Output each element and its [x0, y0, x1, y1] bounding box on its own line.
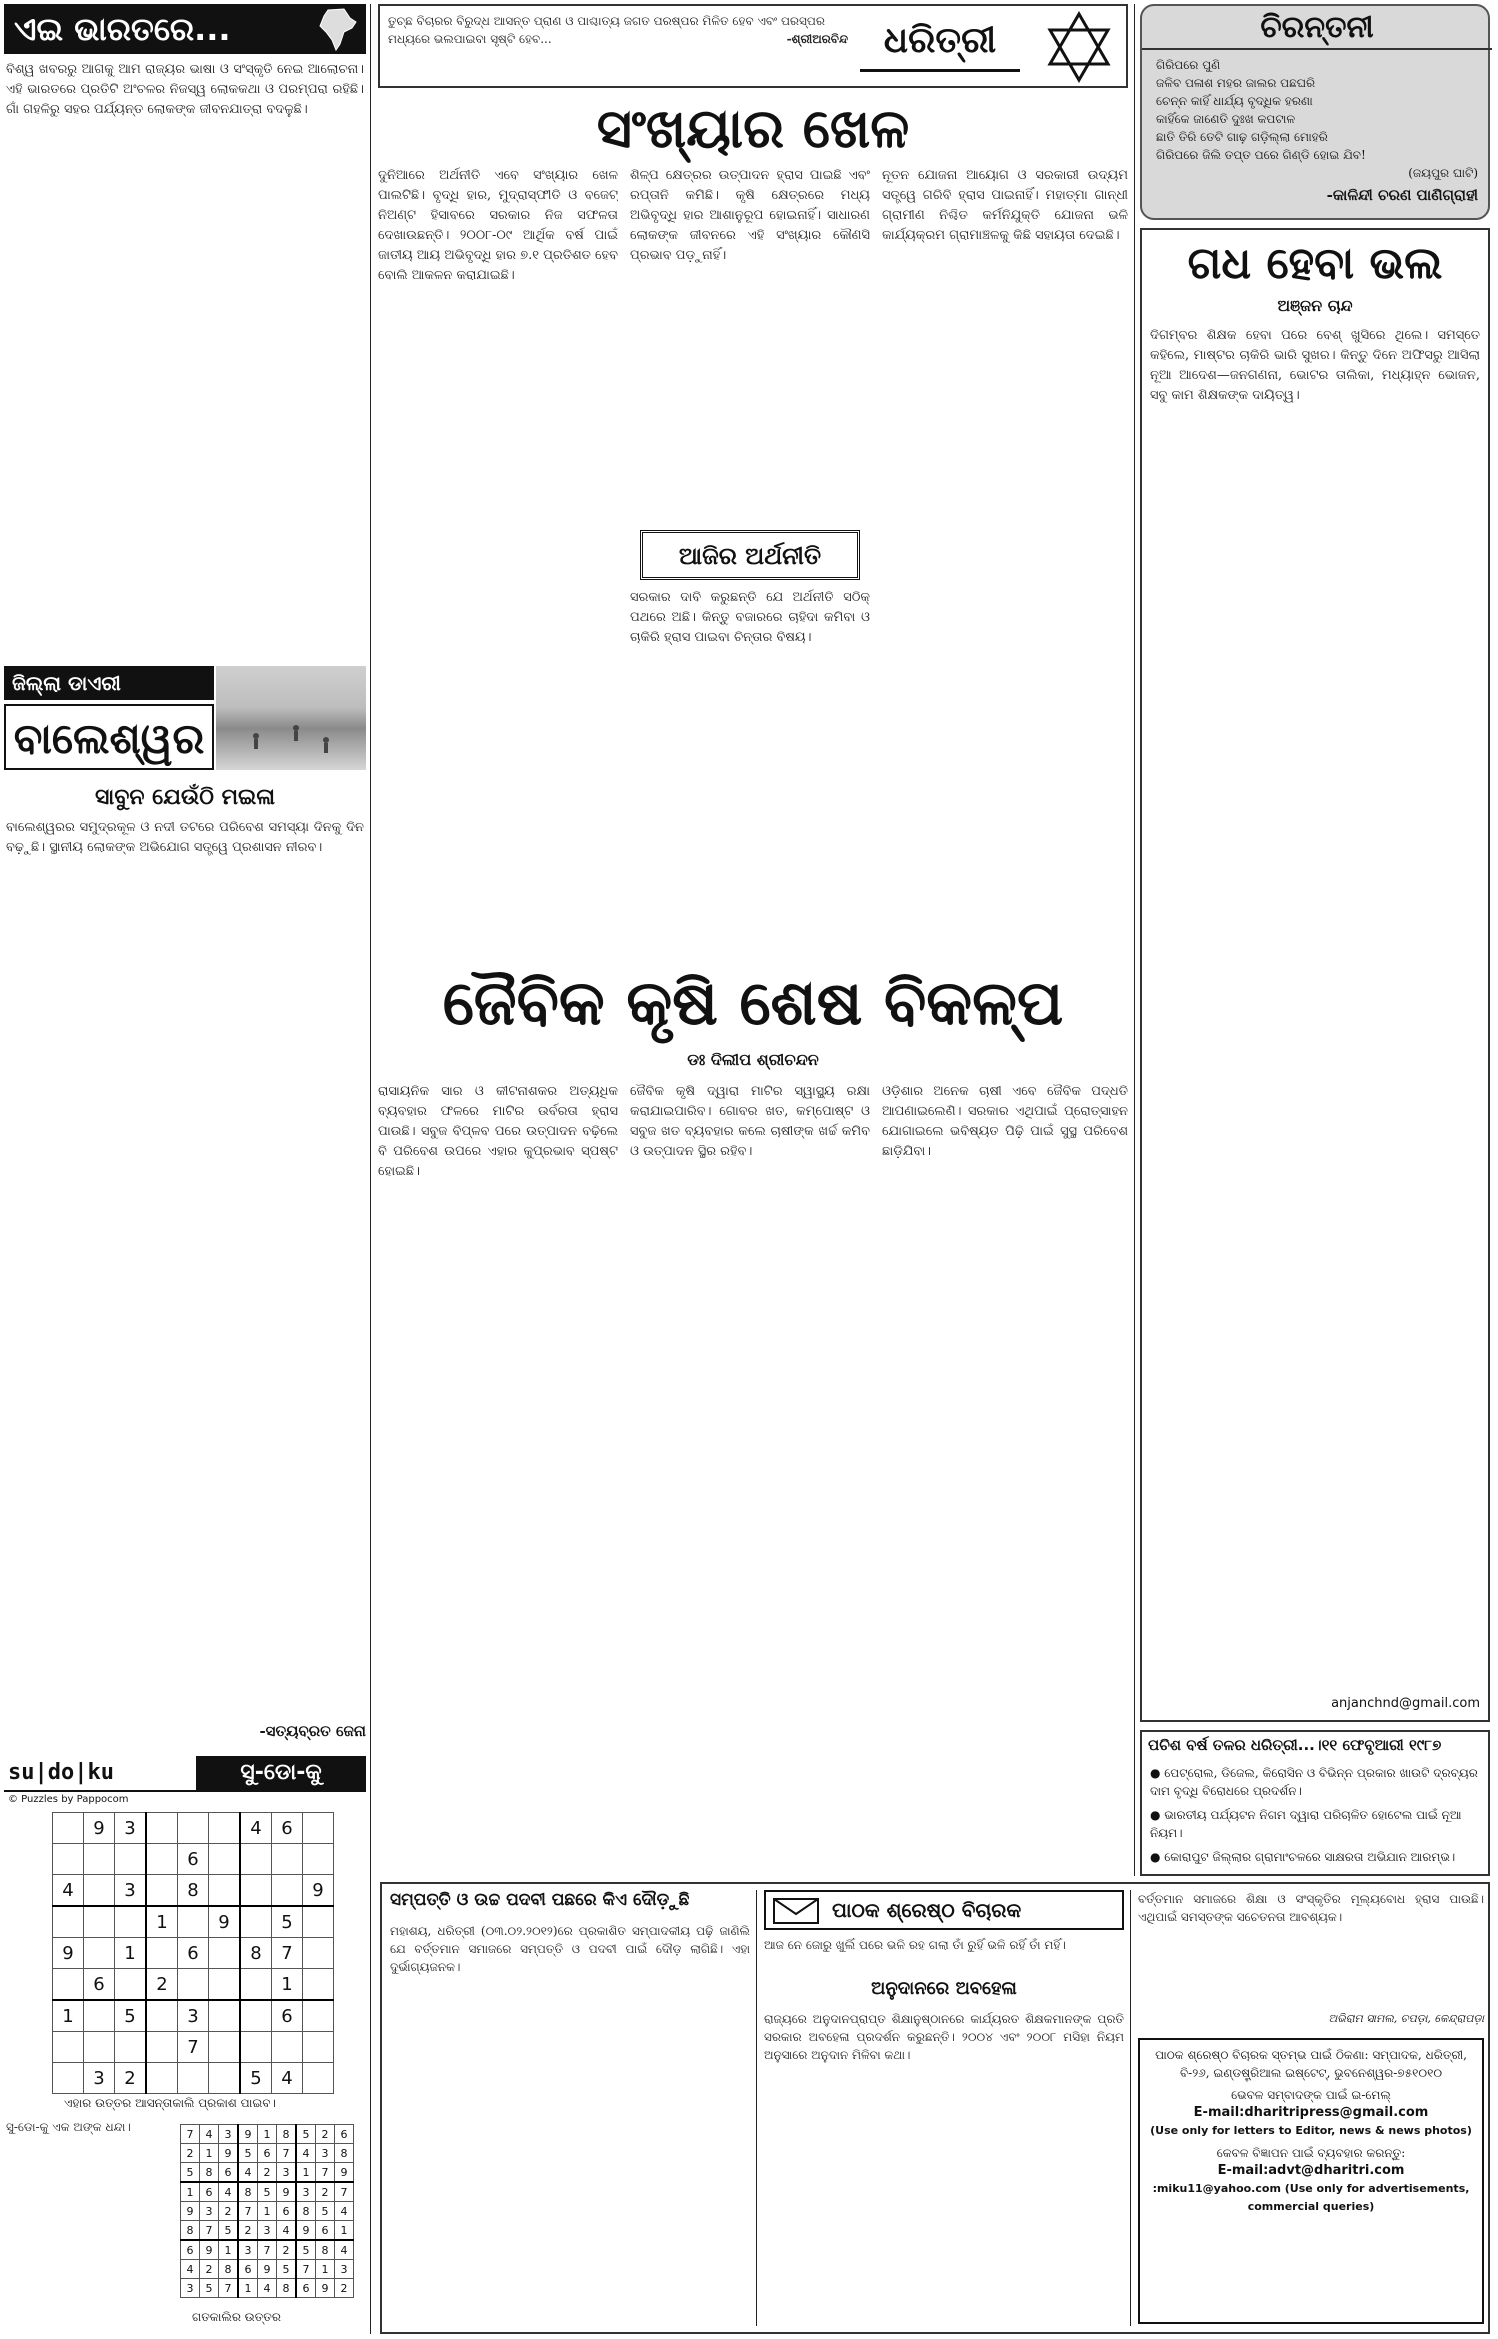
sudoku-cell — [209, 2032, 241, 2063]
sudoku-cell: 5 — [181, 2163, 200, 2183]
sudoku-cell — [53, 1844, 84, 1875]
jaibik-col-1: ରାସାୟନିକ ସାର ଓ କୀଟନାଶକର ଅତ୍ୟଧିକ ବ୍ୟବହାର ଫଳରେ ମାଟିର ଉର୍ବରତା ହ୍ରାସ ପାଉଛି। ସବୁଜ ବିପ୍ଳବ ପରେ ଉତ୍ପାଦନ ବଢ଼ିଲେ ବି ପରିବେଶ ଉପରେ ଏହାର କୁପ୍ରଭାବ ସ୍ପଷ୍ଟ ହୋଇଛି। — [378, 1084, 618, 1179]
sudoku-cell: 5 — [258, 2182, 277, 2202]
email-editor[interactable]: E-mail:dharitripress@gmail.com — [1193, 2105, 1429, 2120]
sudoku-cell — [115, 1844, 147, 1875]
sudoku-answer-grid — [180, 2124, 354, 2298]
pachisha-section — [1140, 1730, 1490, 1876]
sudoku-grid[interactable] — [52, 1812, 334, 2094]
sudoku-cell — [240, 1969, 272, 2001]
sudoku-cell — [303, 2032, 334, 2063]
sudoku-cell — [272, 1875, 303, 1907]
sudoku-title: ସୁ-ଡୋ-କୁ — [196, 1756, 366, 1790]
masthead — [378, 4, 1128, 88]
sudoku-cell — [115, 1906, 147, 1938]
sudoku-cell — [209, 2000, 241, 2032]
pathaka-intro: ଆଜ ନେ ଜୋରୁ ଖୁଲିଁ ପରେ ଭଳି ରହ ଗଲା ତାଁ ରୁହିଁ ଭଳି ରହିଁ ତାଁ ମହିଁ। — [764, 1938, 1066, 1952]
sudoku-cell — [53, 2032, 84, 2063]
pathaka-title: ପାଠକ ଶ୍ରେଷ୍ଠ ବିଚାରକ — [832, 1898, 1022, 1922]
sudoku-cell: 8 — [296, 2202, 316, 2221]
contact-intro: ବର୍ତ୍ତମାନ ସମାଜରେ ଶିକ୍ଷା ଓ ସଂସ୍କୃତିର ମୂଲ୍ୟବୋଧ ହ୍ରାସ ପାଉଛି। ଏଥିପାଇଁ ସମସ୍ତଙ୍କ ସଚେତନତା ଆବଶ୍ୟକ। — [1138, 1892, 1484, 1924]
sudoku-cell: 1 — [115, 1938, 147, 1969]
sudoku-cell — [303, 2063, 334, 2094]
gadha-story — [1140, 228, 1490, 1722]
sudoku-cell — [53, 1813, 84, 1844]
sudoku-cell: 4 — [238, 2163, 258, 2183]
sudoku-cell: 7 — [277, 2144, 297, 2163]
sudoku-cell: 6 — [258, 2144, 277, 2163]
sudoku-header — [4, 1756, 366, 1792]
beach-photo — [216, 666, 366, 770]
sudoku-cell: 9 — [200, 2240, 219, 2260]
letters-section — [380, 1882, 1490, 2334]
sudoku-cell — [209, 1938, 241, 1969]
sudoku-cell: 5 — [296, 2240, 316, 2260]
chirantani-poem: ଗିରିପରେ ପୁଣି ଜଳିବ ପଳାଶ ମହର ଜାଲର ପଛଘରି ଚେନ୍ନ କାହିଁ ଧାର୍ଯ୍ୟ ବୃଦ୍ଧିକ ହରଣା କାହିଁକେ ଜାଣେତି ଦୁଃଖ କପଟାଳ ଛାତି ତିରି ତେଟି ଗାଢ଼ ଗଡ଼ିଲ୍ଲା ମୋହରି ଗିରିପରେ ଜିଲି ତପ୍ତ ପରେ ଗିଣ୍ଡି ହୋଇ ଯିବ! — [1156, 58, 1366, 162]
sudoku-cell: 7 — [181, 2125, 200, 2144]
sudoku-cell: 3 — [115, 1813, 147, 1844]
pachisha-item: ● ପେଟ୍ରୋଲ, ଡିଜେଲ, କିରୋସିନ ଓ ବିଭିନ୍ନ ପ୍ରକାର ଖାଉଟି ଦ୍ରବ୍ୟର ଦାମ ବୃଦ୍ଧି ବିରୋଧରେ ପ୍ରଦର୍ଶନ। — [1150, 1764, 1484, 1800]
sudoku-cell — [84, 1906, 115, 1938]
contact-address: ପାଠକ ଶ୍ରେଷ୍ଠ ବିଚାରକ ସ୍ତମ୍ଭ ପାଇଁ ଠିକଣା: ସମ୍ପାଦକ, ଧରିତ୍ରୀ, ବି-୨୬, ଇଣ୍ଡଷ୍ଟ୍ରିଆଲ ଇଷ୍ଟେଟ୍, ଭୁବନେଶ୍ୱର-୭୫୧୦୧୦ — [1155, 2048, 1467, 2080]
sudoku-cell: 5 — [272, 1906, 303, 1938]
main-story — [378, 96, 1128, 952]
sudoku-cell: 1 — [146, 1906, 178, 1938]
district-name: ବାଲେଶ୍ୱର — [4, 704, 214, 770]
sudoku-cell — [84, 2000, 115, 2032]
sudoku-cell — [146, 1813, 178, 1844]
sudoku-cell: 1 — [238, 2279, 258, 2298]
sudoku-section — [4, 1756, 366, 2336]
sudoku-cell: 2 — [316, 2125, 335, 2144]
sudoku-cell: 7 — [335, 2182, 354, 2202]
sudoku-cell: 5 — [238, 2144, 258, 2163]
sudoku-cell — [303, 1938, 334, 1969]
sudoku-cell: 4 — [277, 2221, 297, 2241]
email-label: ଭେବଳ ସମ୍ବାଦଙ୍କ ପାଇଁ ଇ-ମେଲ୍ — [1231, 2088, 1391, 2102]
sudoku-cell — [84, 1875, 115, 1907]
sudoku-cell: 3 — [277, 2163, 297, 2183]
chirantani-author: -କାଳିନ୍ଦୀ ଚରଣ ପାଣିଗ୍ରାହୀ — [1326, 186, 1478, 204]
sudoku-cell: 2 — [219, 2202, 239, 2221]
sudoku-cell — [178, 2063, 209, 2094]
sudoku-cell — [209, 1969, 241, 2001]
contact-signer: ଅଭିରାମ ସାମଲ, ଚପଡ଼ା, କେନ୍ଦ୍ରାପଡ଼ା — [1328, 2012, 1484, 2025]
sudoku-cell: 1 — [181, 2182, 200, 2202]
sudoku-cell: 1 — [258, 2125, 277, 2144]
answer-caption: ଗତକାଲିର ଉତ୍ତର — [192, 2310, 281, 2324]
sudoku-cell: 4 — [272, 2063, 303, 2094]
sudoku-cell: 1 — [219, 2240, 239, 2260]
sudoku-cell: 6 — [296, 2279, 316, 2298]
sudoku-cell — [178, 1969, 209, 2001]
sudoku-cell: 2 — [335, 2279, 354, 2298]
ad-label: କେବଳ ବିଜ୍ଞାପନ ପାଇଁ ବ୍ୟବହାର କରନ୍ତୁ: — [1216, 2146, 1406, 2160]
sudoku-cell: 3 — [296, 2182, 316, 2202]
sudoku-cell: 2 — [258, 2163, 277, 2183]
sudoku-cell: 5 — [200, 2279, 219, 2298]
pathaka-subtitle: ଅନୁଦାନରେ ଅବହେଳା — [871, 1978, 1017, 1999]
economy-box: ଆଜିର ଅର୍ଥନୀତି — [640, 530, 860, 580]
star-logo-icon — [1044, 10, 1114, 84]
sudoku-cell — [303, 1969, 334, 2001]
sudoku-cell — [53, 1906, 84, 1938]
sudoku-cell: 3 — [335, 2260, 354, 2279]
sudoku-cell: 7 — [258, 2240, 277, 2260]
sudoku-cell — [115, 1969, 147, 2001]
sudoku-cell: 5 — [316, 2202, 335, 2221]
sudoku-cell: 8 — [240, 1938, 272, 1969]
sudoku-cell: 9 — [84, 1813, 115, 1844]
pachisha-list — [1150, 1764, 1484, 1872]
sudoku-cell: 6 — [238, 2260, 258, 2279]
sudoku-cell: 5 — [277, 2260, 297, 2279]
sampatti-title: ସମ୍ପତ୍ତି ଓ ଉଚ୍ଚ ପଦବୀ ପଛରେ କିଏ ଦୌଡ଼ୁଛି — [390, 1890, 690, 1910]
sudoku-cell: 8 — [178, 1875, 209, 1907]
sudoku-cell — [272, 1844, 303, 1875]
sudoku-cell: 1 — [53, 2000, 84, 2032]
sudoku-caption: ଏହାର ଉତ୍ତର ଆସନ୍ତାକାଲି ପ୍ରକାଶ ପାଇବ। — [64, 2096, 276, 2110]
section-title-bar — [4, 4, 366, 54]
story-body: ବାଲେଶ୍ୱରର ସମୁଦ୍ରକୂଳ ଓ ନଦୀ ତଟରେ ପରିବେଶ ସମସ୍ୟା ଦିନକୁ ଦିନ ବଢ଼ୁଛି। ସ୍ଥାନୀୟ ଲୋକଙ୍କ ଅଭିଯୋଗ ସତ୍ତ୍ୱେ ପ୍ରଶାସନ ନୀରବ। — [6, 820, 364, 855]
sudoku-cell: 6 — [335, 2125, 354, 2144]
sudoku-cell: 3 — [181, 2279, 200, 2298]
district-label: ଜିଲ୍ଲା ଡାଏରୀ — [4, 666, 214, 700]
pathaka-body: ରାଜ୍ୟରେ ଅନୁଦାନପ୍ରାପ୍ତ ଶିକ୍ଷାନୁଷ୍ଠାନରେ କାର୍ଯ୍ୟରତ ଶିକ୍ଷକମାନଙ୍କ ପ୍ରତି ସରକାର ଅବହେଳା ପ୍ରଦର୍ଶନ କରୁଛନ୍ତି। ୨୦୦୪ ଏବଂ ୨୦୦୮ ମସିହା ନିୟମ ଅନୁସାରେ ଅନୁଦାନ ମିଳିବା କଥା। — [764, 2012, 1124, 2062]
pathaka-letter — [764, 1890, 1124, 2326]
sudoku-cell — [303, 1844, 334, 1875]
jaibik-story — [378, 960, 1128, 1874]
sudoku-cell: 3 — [115, 1875, 147, 1907]
sudoku-cell: 9 — [296, 2221, 316, 2241]
sudoku-cell: 7 — [238, 2202, 258, 2221]
chirantani-title: ଚିରନ୍ତନୀ — [1142, 10, 1492, 50]
sudoku-cell: 7 — [219, 2279, 239, 2298]
sudoku-cell — [209, 1813, 241, 1844]
sudoku-cell: 2 — [238, 2221, 258, 2241]
sudoku-cell — [146, 2032, 178, 2063]
sampatti-letter — [390, 1890, 750, 2326]
sudoku-cell: 4 — [240, 1813, 272, 1844]
sudoku-cell: 6 — [178, 1938, 209, 1969]
jaibik-author: ଡଃ ଦିଲୀପ ଶ୍ରୀଚନ୍ଦନ — [687, 1050, 819, 1069]
sudoku-cell: 7 — [272, 1938, 303, 1969]
sudoku-cell: 8 — [219, 2260, 239, 2279]
story-author: -ସତ୍ୟବ୍ରତ ଜେନା — [259, 1722, 366, 1740]
sudoku-cell: 1 — [296, 2163, 316, 2183]
sudoku-cell: 6 — [272, 2000, 303, 2032]
sampatti-body: ମହାଶୟ, ଧରିତ୍ରୀ (୦୩.୦୨.୨୦୧୨)ରେ ପ୍ରକାଶିତ ସମ୍ପାଦକୀୟ ପଢ଼ି ଜାଣିଲି ଯେ ବର୍ତ୍ତମାନ ସମାଜରେ ସମ୍ପତ୍ତି ଓ ପଦବୀ ପାଇଁ ଦୌଡ଼ ଲାଗିଛି। ଏହା ଦୁର୍ଭାଗ୍ୟଜନକ। — [390, 1924, 750, 1974]
contact-box — [1138, 2038, 1484, 2324]
sudoku-cell: 8 — [335, 2144, 354, 2163]
sudoku-cell: 5 — [115, 2000, 147, 2032]
sudoku-cell: 2 — [277, 2240, 297, 2260]
sudoku-rules: ସୁ-ଡୋ-କୁ ଏକ ଅଙ୍କ ଧନ୍ଦା। — [6, 2120, 131, 2134]
sudoku-cell: 8 — [238, 2182, 258, 2202]
sudoku-cell: 8 — [316, 2240, 335, 2260]
gadha-body: ଦିଗମ୍ବର ଶିକ୍ଷକ ହେବା ପରେ ବେଶ୍ ଖୁସିରେ ଥିଲେ। ସମସ୍ତେ କହିଲେ, ମାଷ୍ଟର ଚାକିରି ଭାରି ସୁଖର। କିନ୍ତୁ ଦିନେ ଅଫିସରୁ ଆସିଲା ନୂଆ ଆଦେଶ—ଜନଗଣନା, ଭୋଟର ତାଲିକା, ମଧ୍ୟାହ୍ନ ଭୋଜନ, ସବୁ କାମ ଶିକ୍ଷକଙ୍କ ଦାୟିତ୍ୱ। — [1150, 328, 1480, 403]
sudoku-cell — [84, 2032, 115, 2063]
sudoku-cell: 9 — [219, 2144, 239, 2163]
sudoku-cell: 2 — [115, 2063, 147, 2094]
sudoku-cell: 3 — [219, 2125, 239, 2144]
sudoku-cell: 5 — [296, 2125, 316, 2144]
sudoku-cell: 4 — [258, 2279, 277, 2298]
sudoku-cell: 6 — [219, 2163, 239, 2183]
sudoku-cell: 1 — [316, 2260, 335, 2279]
jaibik-col-2: ଜୈବିକ କୃଷି ଦ୍ୱାରା ମାଟିର ସ୍ୱାସ୍ଥ୍ୟ ରକ୍ଷା କରାଯାଇପାରିବ। ଗୋବର ଖତ, କମ୍ପୋଷ୍ଟ ଓ ସବୁଜ ଖତ ବ୍ୟବହାର କଲେ ଚାଷୀଙ୍କ ଖର୍ଚ୍ଚ କମିବ ଓ ଉତ୍ପାଦନ ସ୍ଥିର ରହିବ। — [630, 1084, 870, 1159]
main-col-1: ଦୁନିଆରେ ଅର୍ଥନୀତି ଏବେ ସଂଖ୍ୟାର ଖେଳ ପାଲଟିଛି। ବୃଦ୍ଧି ହାର, ମୁଦ୍ରାସ୍ଫୀତି ଓ ବଜେଟ୍ ନିଅଣ୍ଟ ହିସାବରେ ସରକାର ନିଜ ସଫଳତା ଦେଖାଉଛନ୍ତି। ୨୦୦୮-୦୯ ଆର୍ଥିକ ବର୍ଷ ପାଇଁ ଜାତୀୟ ଆୟ ଅଭିବୃଦ୍ଧି ହାର ୭.୧ ପ୍ରତିଶତ ହେବ ବୋଲି ଆକଳନ କରାଯାଇଛି। — [378, 168, 618, 283]
sudoku-cell: 3 — [238, 2240, 258, 2260]
sudoku-cell: 4 — [335, 2202, 354, 2221]
sudoku-cell — [178, 1813, 209, 1844]
gadha-title: ଗଧ ହେବା ଭଲ — [1187, 238, 1443, 289]
sudoku-cell: 1 — [258, 2202, 277, 2221]
sudoku-cell: 9 — [335, 2163, 354, 2183]
pachisha-item: ● ଭାରତୀୟ ପର୍ଯ୍ୟଟନ ନିଗମ ଦ୍ୱାରା ପରିଚାଳିତ ହୋଟେଲ ପାଇଁ ନୂଆ ନିୟମ। — [1150, 1806, 1484, 1842]
sudoku-cell — [209, 1844, 241, 1875]
contact-block — [1138, 1890, 1484, 2326]
pachisha-title: ପଚିଶ ବର୍ଷ ତଳର ଧରିତ୍ରୀ...।୧୧ ଫେବୃଆରୀ ୧୯୮୭ — [1148, 1736, 1442, 1754]
pachisha-item: ● କୋରାପୁଟ ଜିଲ୍ଲାର ଗ୍ରାମାଂଚଳରେ ସାକ୍ଷରତା ଅଭିଯାନ ଆରମ୍ଭ। — [1150, 1848, 1484, 1866]
sudoku-cell: 5 — [219, 2221, 239, 2241]
quote-author: -ଶ୍ରୀଅରବିନ୍ଦ — [786, 32, 848, 46]
sudoku-cell: 9 — [238, 2125, 258, 2144]
sudoku-cell: 4 — [219, 2182, 239, 2202]
sudoku-cell — [303, 1813, 334, 1844]
sudoku-cell: 4 — [53, 1875, 84, 1907]
sudoku-cell: 1 — [272, 1969, 303, 2001]
sudoku-cell — [146, 1844, 178, 1875]
masthead-quote: ତୁଚ୍ଛ ବିଚାରର ବିରୁଦ୍ଧ ଆସନ୍ତ ପ୍ରାଣ ଓ ପାଶ୍ଚାତ୍ୟ ଜଗତ ପରଷ୍ପର ମିଳିତ ହେବ ଏବଂ ପରସ୍ପର ମଧ୍ୟରେ ଭଲପାଇବା ସୃଷ୍ଟି ହେବ... -ଶ୍ରୀଅରବିନ୍ଦ — [388, 14, 848, 46]
sudoku-cell: 6 — [200, 2182, 219, 2202]
sudoku-cell — [209, 1875, 241, 1907]
sudoku-cell — [84, 1844, 115, 1875]
chirantani-sub: (ଜୟପୁର ଘାଟି) — [1408, 166, 1478, 180]
sudoku-cell: 6 — [277, 2202, 297, 2221]
sudoku-cell — [115, 2032, 147, 2063]
sudoku-cell: 2 — [200, 2260, 219, 2279]
sudoku-cell: 3 — [200, 2202, 219, 2221]
jaibik-title: ଜୈବିକ କୃଷି ଶେଷ ବିକଳ୍ପ — [442, 966, 1064, 1039]
chirantani-box — [1140, 4, 1490, 220]
gadha-email[interactable]: anjanchnd@gmail.com — [1331, 1696, 1480, 1711]
sudoku-cell: 3 — [84, 2063, 115, 2094]
sudoku-cell: 4 — [296, 2144, 316, 2163]
sudoku-cell: 3 — [178, 2000, 209, 2032]
sudoku-cell: 9 — [53, 1938, 84, 1969]
sudoku-cell — [303, 1906, 334, 1938]
sudoku-cell — [178, 1906, 209, 1938]
sudoku-cell: 7 — [316, 2163, 335, 2183]
gadha-author: ଅଞ୍ଜନ ଚାନ୍ଦ — [1277, 296, 1353, 315]
left-column — [4, 4, 366, 1750]
email-editor-note: (Use only for letters to Editor, news & news photos) — [1150, 2124, 1472, 2137]
sudoku-cell — [53, 2063, 84, 2094]
email-advt-alt[interactable]: :miku11@yahoo.com (Use only for advertisements, commercial queries) — [1152, 2182, 1470, 2213]
sudoku-cell: 7 — [200, 2221, 219, 2241]
paper-name: ଧରିତ୍ରୀ — [860, 20, 1020, 72]
sudoku-brand: su|do|ku — [8, 1760, 114, 1785]
sudoku-cell: 8 — [181, 2221, 200, 2241]
left-body: ବିଶ୍ୱ ଖବରରୁ ଆଗକୁ ଆମ ରାଜ୍ୟର ଭାଷା ଓ ସଂସ୍କୃତି ନେଇ ଆଲୋଚନା। ଏହି ଭାରତରେ ପ୍ରତିଟି ଅଂଚଳର ନିଜସ୍ୱ ଲୋକକଥା ଓ ପରମ୍ପରା ରହିଛି। ଗାଁ ଗହଳିରୁ ସହର ପର୍ଯ୍ୟନ୍ତ ଲୋକଙ୍କ ଜୀବନଯାତ୍ରା ବଦଳୁଛି। — [6, 62, 364, 117]
main-col-2: ଶିଳ୍ପ କ୍ଷେତ୍ରର ଉତ୍ପାଦନ ହ୍ରାସ ପାଇଛି ଏବଂ ରପ୍ତାନି କମିଛି। କୃଷି କ୍ଷେତ୍ରରେ ମଧ୍ୟ ଅଭିବୃଦ୍ଧି ହାର ଆଶାନୁରୂପ ହୋଇନାହିଁ। ସାଧାରଣ ଲୋକଙ୍କ ଜୀବନରେ ଏହି ସଂଖ୍ୟାର କୌଣସି ପ୍ରଭାବ ପଡ଼ୁନାହିଁ। — [630, 168, 870, 263]
sudoku-cell: 1 — [335, 2221, 354, 2241]
sudoku-cell: 6 — [181, 2240, 200, 2260]
sudoku-credit: © Puzzles by Pappocom — [8, 1794, 129, 1805]
district-diary — [4, 666, 366, 774]
sudoku-cell — [272, 2032, 303, 2063]
india-map-icon — [314, 6, 360, 52]
main-col-3: ନୂତନ ଯୋଜନା ଆୟୋଗ ଓ ସରକାରୀ ଉଦ୍ୟମ ସତ୍ତ୍ୱେ ଗରିବି ହ୍ରାସ ପାଇନାହିଁ। ମହାତ୍ମା ଗାନ୍ଧୀ ଗ୍ରାମୀଣ ନିଶ୍ଚିତ କର୍ମନିଯୁକ୍ତି ଯୋଜନା ଭଳି କାର୍ଯ୍ୟକ୍ରମ ଗ୍ରାମାଞ୍ଚଳକୁ କିଛି ସହାୟତା ଦେଇଛି। — [882, 168, 1128, 243]
sudoku-cell — [240, 1875, 272, 1907]
sudoku-cell — [146, 2063, 178, 2094]
sudoku-cell — [240, 2000, 272, 2032]
sudoku-cell — [146, 1938, 178, 1969]
sudoku-cell: 8 — [200, 2163, 219, 2183]
sudoku-cell: 2 — [316, 2182, 335, 2202]
sudoku-cell — [303, 2000, 334, 2032]
sudoku-cell: 8 — [277, 2279, 297, 2298]
main-col-2b: ସରକାର ଦାବି କରୁଛନ୍ତି ଯେ ଅର୍ଥନୀତି ସଠିକ୍ ପଥରେ ଅଛି। କିନ୍ତୁ ବଜାରରେ ଚାହିଦା କମିବା ଓ ଚାକିରି ହ୍ରାସ ପାଇବା ଚିନ୍ତାର ବିଷୟ। — [630, 590, 870, 645]
sudoku-cell: 6 — [178, 1844, 209, 1875]
sudoku-cell: 6 — [84, 1969, 115, 2001]
sudoku-cell — [240, 1906, 272, 1938]
sudoku-cell: 8 — [277, 2125, 297, 2144]
sudoku-cell: 3 — [258, 2221, 277, 2241]
email-advt[interactable]: E-mail:advt@dharitri.com — [1217, 2163, 1405, 2178]
sudoku-cell: 6 — [316, 2221, 335, 2241]
jaibik-col-3: ଓଡ଼ିଶାର ଅନେକ ଚାଷୀ ଏବେ ଜୈବିକ ପଦ୍ଧତି ଆପଣାଇଲେଣି। ସରକାର ଏଥିପାଇଁ ପ୍ରୋତ୍ସାହନ ଯୋଗାଇଲେ ଭବିଷ୍ୟତ ପିଢ଼ି ପାଇଁ ସୁସ୍ଥ ପରିବେଶ ଛାଡ଼ିଯିବା। — [882, 1084, 1128, 1159]
main-title: ସଂଖ୍ୟାର ଖେଳ — [596, 97, 910, 160]
sudoku-cell: 4 — [200, 2125, 219, 2144]
sudoku-cell: 4 — [335, 2240, 354, 2260]
sudoku-cell: 9 — [181, 2202, 200, 2221]
sudoku-cell: 9 — [258, 2260, 277, 2279]
sudoku-cell: 9 — [209, 1906, 241, 1938]
sudoku-cell: 6 — [272, 1813, 303, 1844]
envelope-icon — [772, 1896, 824, 1926]
sudoku-cell — [240, 1844, 272, 1875]
sudoku-cell — [146, 1875, 178, 1907]
sudoku-cell — [53, 1969, 84, 2001]
sudoku-cell — [209, 2063, 241, 2094]
sudoku-cell: 9 — [316, 2279, 335, 2298]
sudoku-cell — [146, 2000, 178, 2032]
sudoku-cell: 9 — [303, 1875, 334, 1907]
sudoku-cell: 5 — [240, 2063, 272, 2094]
sudoku-cell: 7 — [296, 2260, 316, 2279]
sudoku-cell: 7 — [178, 2032, 209, 2063]
sudoku-cell: 1 — [200, 2144, 219, 2163]
sudoku-cell: 4 — [181, 2260, 200, 2279]
sudoku-cell: 2 — [181, 2144, 200, 2163]
sudoku-cell: 2 — [146, 1969, 178, 2001]
section-title: ଏଇ ଭାରତରେ... — [14, 10, 231, 48]
sudoku-cell — [84, 1938, 115, 1969]
sudoku-cell: 3 — [316, 2144, 335, 2163]
sudoku-cell: 9 — [277, 2182, 297, 2202]
sudoku-cell — [240, 2032, 272, 2063]
pathaka-header — [764, 1890, 1124, 1930]
story-title: ସାବୁନ ଯେଉଁଠି ମଇଳା — [94, 785, 276, 810]
